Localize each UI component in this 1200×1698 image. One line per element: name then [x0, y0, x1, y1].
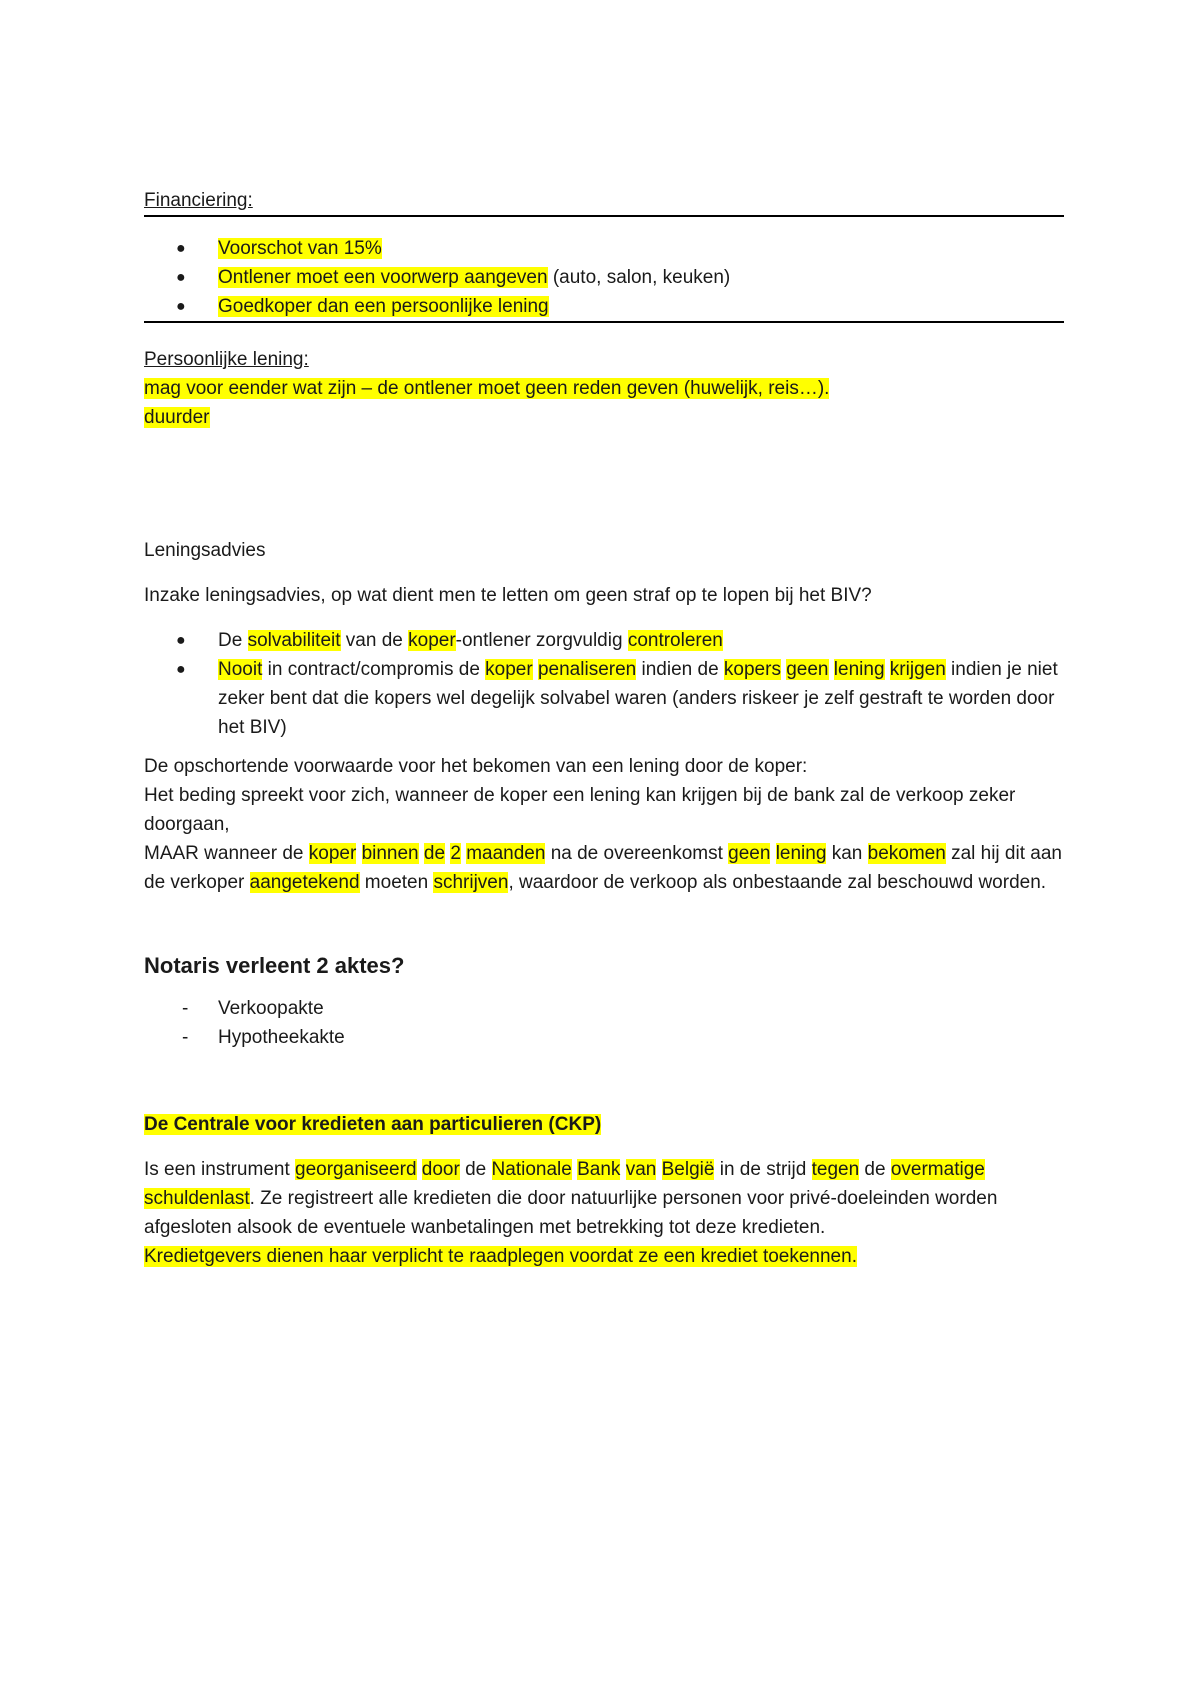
text-run: de	[859, 1159, 891, 1180]
highlighted-text: Bank	[577, 1159, 621, 1180]
text-run	[885, 659, 890, 680]
text-run: indien de	[636, 659, 724, 680]
advies-heading: Leningsadvies	[144, 540, 266, 561]
ckp-last-line: Kredietgevers dienen haar verplicht te raadplegen voordat ze een krediet toekennen.	[144, 1246, 857, 1267]
persoonlijk-line2: duurder	[144, 407, 210, 428]
persoonlijk-line1: mag voor eender wat zijn – de ontlener moet geen reden geven (huwelijk, reis…).	[144, 378, 830, 399]
notaris-list	[144, 994, 1064, 1052]
list-item	[144, 292, 1064, 321]
text-run	[356, 843, 361, 864]
highlighted-text: aangetekend	[249, 872, 360, 893]
highlighted-text: Nooit	[218, 659, 263, 680]
highlighted-text: krijgen	[889, 659, 946, 680]
text-run: Is een instrument	[144, 1159, 296, 1180]
financiering-heading-row	[144, 186, 1064, 217]
voorwaarde-line1: De opschortende voorwaarde voor het bekomen van een lening door de koper:	[144, 756, 808, 777]
highlighted-text: solvabiliteit	[247, 630, 341, 651]
financiering-list	[144, 234, 1064, 323]
bullet-icon: ●	[176, 661, 186, 678]
persoonlijk-heading: Persoonlijke lening:	[144, 349, 309, 370]
highlighted-text: bekomen	[867, 843, 946, 864]
text-run: moeten	[359, 872, 434, 893]
text-run	[770, 843, 775, 864]
highlighted-text: koper	[308, 843, 357, 864]
text-run: in de strijd	[714, 1159, 812, 1180]
highlighted-text: geen	[786, 659, 829, 680]
voorwaarde-line2: Het beding spreekt voor zich, wanneer de koper een lening kan krijgen bij de bank zal de verkoop zeker doorgaan,	[144, 785, 1016, 835]
text-run: de	[459, 1159, 492, 1180]
highlighted-text: Goedkoper dan een persoonlijke lening	[218, 296, 549, 317]
highlighted-text: door	[421, 1159, 460, 1180]
dash-marker: -	[182, 998, 189, 1019]
highlighted-text: lening	[775, 843, 827, 864]
highlighted-text: tegen	[811, 1159, 860, 1180]
persoonlijk-section	[144, 345, 1064, 432]
highlighted-text: van	[625, 1159, 657, 1180]
bullet-icon: ●	[176, 269, 186, 286]
text-run: indien je niet zeker bent dat die kopers wel degelijk solvabel waren (anders riskeer je zelf gestraft te worden door het BIV)	[218, 659, 1058, 738]
list-item	[144, 234, 1064, 263]
text-run: in contract/compromis de	[262, 659, 486, 680]
bullet-icon: ●	[176, 298, 186, 315]
highlighted-text: lening	[833, 659, 885, 680]
text-run: De	[218, 630, 248, 651]
advies-question: Inzake leningsadvies, op wat dient men te letten om geen straf op te lopen bij het BIV?	[144, 585, 872, 606]
list-item: - Hypotheekakte	[144, 1023, 1064, 1052]
text-run: . Ze registreert alle kredieten die door natuurlijke personen voor privé-doeleinden worden afgesloten alsook de eventuele wanbetalingen met betrekking tot deze kredieten.	[144, 1188, 998, 1238]
text-run: kan	[826, 843, 868, 864]
text-run: zal hij dit aan de verkoper	[144, 843, 1062, 893]
highlighted-text: 2	[450, 843, 461, 864]
list-item	[144, 263, 1064, 292]
bullet-icon: ●	[176, 632, 186, 649]
highlighted-text: maanden	[466, 843, 546, 864]
text-run	[620, 1159, 625, 1180]
bullet-icon: ●	[176, 240, 186, 257]
highlighted-text: geen	[728, 843, 771, 864]
highlighted-text: Ontlener moet een voorwerp aangeven	[218, 267, 548, 288]
text-run: MAAR wanneer de	[144, 843, 309, 864]
text-run: -ontlener zorgvuldig	[455, 630, 628, 651]
text-run	[656, 1159, 661, 1180]
highlighted-text: georganiseerd	[295, 1159, 417, 1180]
text-run	[417, 1159, 422, 1180]
highlighted-text: schrijven	[433, 872, 509, 893]
highlighted-text: Voorschot van 15%	[218, 238, 382, 259]
highlighted-text: controleren	[627, 630, 723, 651]
list-item	[144, 626, 1064, 655]
text-run: , waardoor de verkoop als onbestaande zal beschouwd worden.	[508, 872, 1047, 893]
text-run: van de	[340, 630, 409, 651]
highlighted-text: koper	[408, 630, 456, 651]
highlighted-text: kopers	[723, 659, 781, 680]
highlighted-text: binnen	[361, 843, 419, 864]
highlighted-text: koper	[485, 659, 533, 680]
notaris-heading: Notaris verleent 2 aktes?	[144, 953, 405, 978]
list-item	[144, 655, 1064, 742]
text-run: na de overeenkomst	[545, 843, 729, 864]
highlighted-text: Nationale	[491, 1159, 572, 1180]
document-body	[144, 186, 1064, 1271]
text-run: (auto, salon, keuken)	[547, 267, 731, 288]
list-item: - Verkoopakte	[144, 994, 1064, 1023]
maar-paragraph	[144, 839, 1064, 897]
highlighted-text: de	[423, 843, 446, 864]
highlighted-text: België	[661, 1159, 715, 1180]
ckp-paragraph	[144, 1155, 1064, 1242]
financiering-heading: Financiering:	[144, 190, 253, 211]
advies-list	[144, 626, 1064, 742]
text-run	[829, 659, 834, 680]
dash-marker: -	[182, 1027, 189, 1048]
highlighted-text: overmatige schuldenlast	[144, 1159, 985, 1209]
ckp-heading: De Centrale voor kredieten aan particulieren (CKP)	[144, 1114, 602, 1135]
highlighted-text: penaliseren	[537, 659, 637, 680]
